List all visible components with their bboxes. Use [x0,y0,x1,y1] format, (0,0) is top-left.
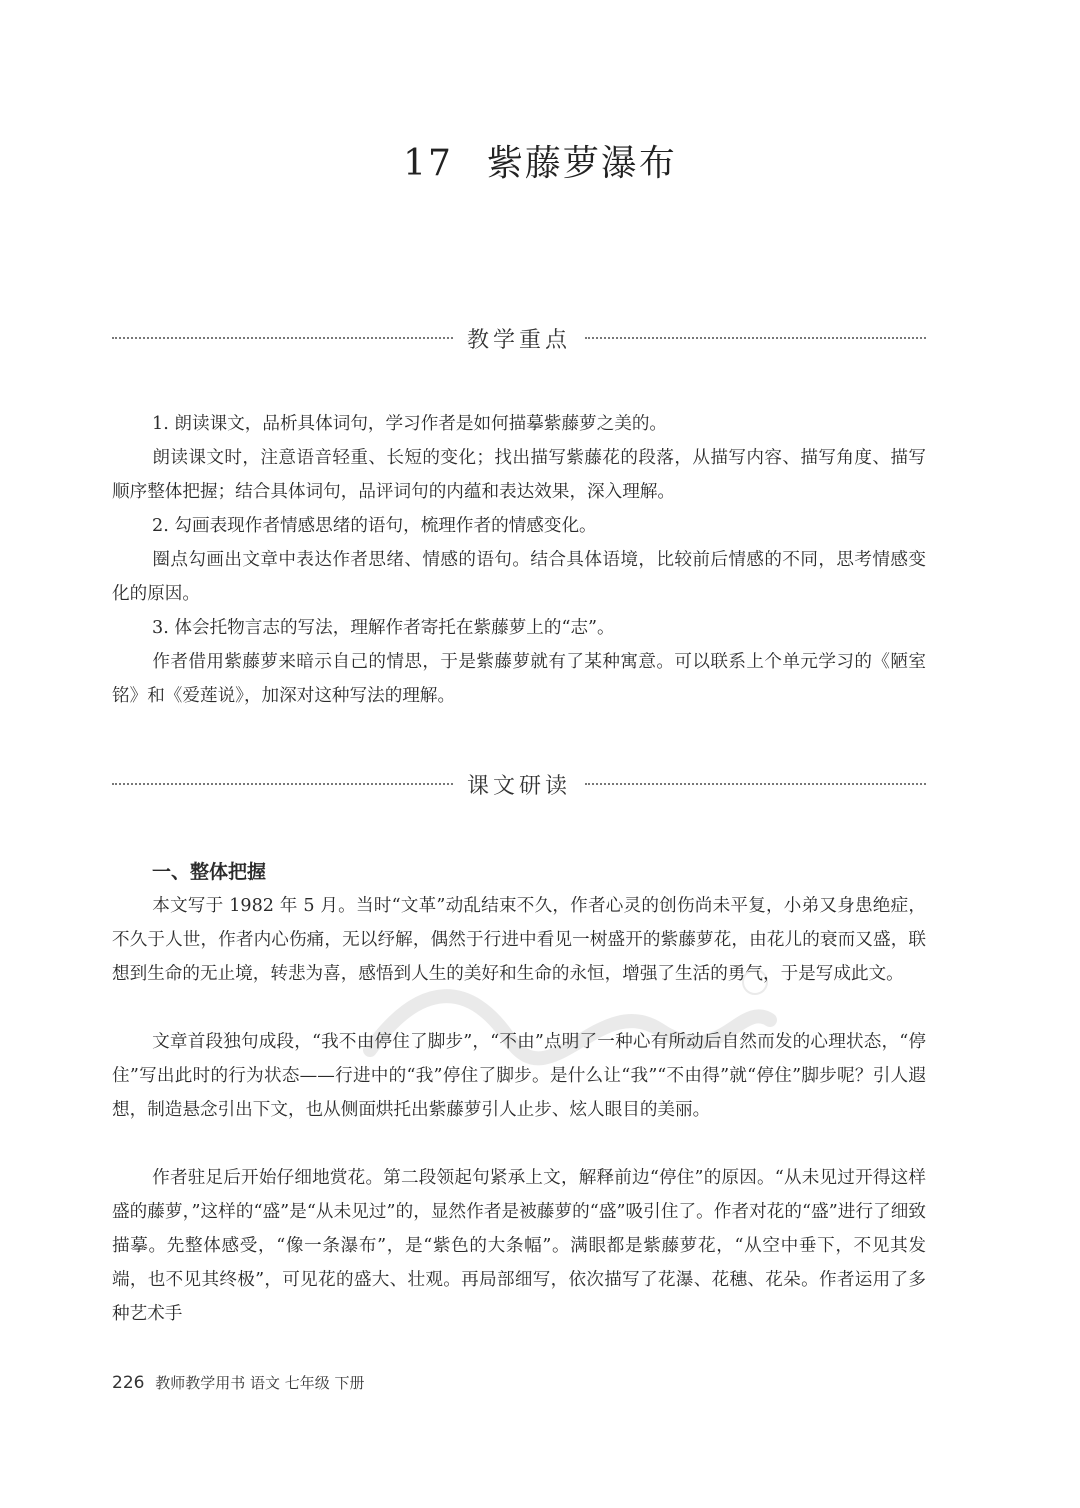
focus-item-3-detail: 作者借用紫藤萝来暗示自己的情思，于是紫藤萝就有了某种寓意。可以联系上个单元学习的《陋室铭》和《爱莲说》，加深对这种写法的理解。 [112,652,926,706]
study-paragraph-1: 本文写于 1982 年 5 月。当时“文革”动乱结束不久，作者心灵的创伤尚未平复，小弟又身患绝症，不久于人世，作者内心伤痛，无以纾解，偶然于行进中看见一树盛开的紫藤萝花，由花儿的衰而又盛，联想到生命的无止境，转悲为喜，感悟到人生的美好和生命的永恒，增强了生活的勇气，于是写成此文。 [112,896,926,984]
page-footer [112,1372,365,1393]
study-subheading: 一、整体把握 [152,861,267,883]
section-label: 课文研读 [467,773,572,799]
section-heading-study [112,767,926,801]
book-title: 教师教学用书 语文 七年级 下册 [155,1374,365,1392]
section-label: 教学重点 [467,327,572,353]
dotted-rule-left [112,337,453,339]
focus-item-1-detail: 朗读课文时，注意语音轻重、长短的变化；找出描写紫藤花的段落，从描写内容、描写角度、描写顺序整体把握；结合具体词句，品评词句的内蕴和表达效果，深入理解。 [112,448,926,502]
lesson-number: 17 [403,143,453,184]
lesson-title [0,135,1080,186]
page-number: 226 [112,1373,145,1393]
section-heading-focus [112,321,926,355]
lesson-title-text: 紫藤萝瀑布 [486,143,677,184]
focus-item-2-detail: 圈点勾画出文章中表达作者思绪、情感的语句。结合具体语境，比较前后情感的不同，思考情感变化的原因。 [112,550,926,604]
dotted-rule-left [112,783,453,785]
study-paragraph-2: 文章首段独句成段，“我不由停住了脚步”，“不由”点明了一种心有所动后自然而发的心理状态，“停住”写出此时的行为状态——行进中的“我”停住了脚步。是什么让“我”“不由得”就“停住”脚步呢？引人遐想，制造悬念引出下文，也从侧面烘托出紫藤萝引人止步、炫人眼目的美丽。 [112,1032,926,1120]
focus-item-3: 3. 体会托物言志的写法，理解作者寄托在紫藤萝上的“志”。 [152,618,615,638]
focus-item-1: 1. 朗读课文，品析具体词句，学习作者是如何描摹紫藤萝之美的。 [152,414,668,434]
dotted-rule-right [585,337,926,339]
dotted-rule-right [585,783,926,785]
study-paragraph-3: 作者驻足后开始仔细地赏花。第二段领起句紧承上文，解释前边“停住”的原因。“从未见过开得这样盛的藤萝，”这样的“盛”是“从未见过”的，显然作者是被藤萝的“盛”吸引住了。作者对花的“盛”进行了细致描摹。先整体感受，“像一条瀑布”，是“紫色的大条幅”。满眼都是紫藤萝花，“从空中垂下，不见其发端，也不见其终极”，可见花的盛大、壮观。再局部细写，依次描写了花瀑、花穗、花朵。作者运用了多种艺术手 [112,1168,926,1324]
focus-item-2: 2. 勾画表现作者情感思绪的语句，梳理作者的情感变化。 [152,516,597,536]
